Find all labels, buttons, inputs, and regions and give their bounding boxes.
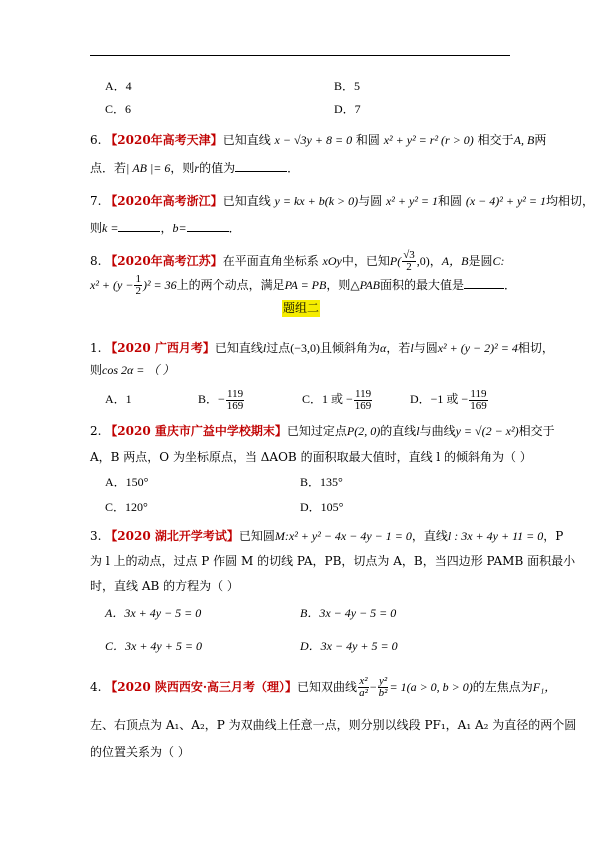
group2-question-3-line1: 3. 【2020 湖北开学考试】已知圆M:x² + y² − 4x − 4y − 1 = 0，直线l : 3x + 4y + 11 = 0，P bbox=[90, 529, 564, 543]
group2-question-4-line2: 左、右顶点为 A₁、A₂，P 为双曲线上任意一点，则分别以线段 PF₁，A₁ A₂ 为直径的两个圆 bbox=[90, 718, 577, 732]
group2-question-2-line2: A，B 两点，O 为坐标原点，当 ΔAOB 的面积取最大值时，直线 l 的倾斜角为（ ） bbox=[90, 450, 532, 464]
question-7-line2: 则k = ，b= ． bbox=[90, 221, 241, 235]
option-d[interactable]: D．−1 或 − $\frac{119}{169}$ bbox=[410, 387, 487, 412]
fraction: $\frac{√3}{2}$ bbox=[403, 249, 415, 273]
fraction: $\frac{1}{2}$ bbox=[135, 273, 141, 297]
group2-question-3-line3: 时，直线 AB 的方程为（ ） bbox=[90, 579, 239, 593]
option-b[interactable]: B．3x − 4y − 5 = 0 bbox=[300, 606, 397, 620]
option-b[interactable]: B．− $\frac{119}{169}$ bbox=[198, 387, 244, 412]
group2-question-1-line1: 1. 【2020 广西月考】已知直线l过点(−3,0)且倾斜角为α，若l与圆x² + (y − 2)² = 4相切， bbox=[90, 341, 554, 355]
question-number: 6. bbox=[90, 133, 102, 147]
question-number: 3. bbox=[90, 529, 102, 543]
group2-question-2-line1: 2. 【2020 重庆市广益中学校期末】已知过定点P(2, 0)的直线l与曲线y = √(2 − x²)相交于 bbox=[90, 424, 555, 438]
question-6-line1: 6. 【2020年高考天津】已知直线 x − √3y + 8 = 0 和圆 x² + y² = r² (r > 0) 相交于A, B两 bbox=[90, 133, 547, 147]
source-tag: 【2020年高考浙江】 bbox=[105, 194, 223, 208]
answer-blank[interactable] bbox=[235, 159, 287, 172]
question-number: 8. bbox=[90, 254, 102, 268]
source-tag: 【2020 广西月考】 bbox=[105, 341, 215, 355]
prev-option-d: D．7 bbox=[334, 102, 361, 116]
question-7-line1: 7. 【2020年高考浙江】已知直线 y = kx + b(k > 0)与圆 x² + y² = 1和圆 (x − 4)² + y² = 1均相切， bbox=[90, 194, 595, 208]
group2-question-4-line3: 的位置关系为（ ） bbox=[90, 745, 190, 759]
option-c[interactable]: C．3x + 4y + 5 = 0 bbox=[105, 639, 202, 653]
source-tag: 【2020年高考天津】 bbox=[105, 133, 223, 147]
option-a[interactable]: A．1 bbox=[105, 392, 132, 406]
option-a[interactable]: A．150° bbox=[105, 475, 149, 489]
group2-question-1-line2: 则cos 2α = （ ） bbox=[90, 363, 175, 377]
question-number: 2. bbox=[90, 424, 102, 438]
question-8-line2: x² + (y − $\frac{1}{2}$ )² = 36上的两个动点，满足PA = PB，则△PAB面积的最大值是 ． bbox=[90, 273, 517, 297]
group2-question-4-line1: 4. 【2020 陕西西安·高三月考（理）】已知双曲线 $\frac{\text{x²}}{\text{a²}}$ − $\frac{\text{y²}}{\text{b²}}$ = 1(a > 0, b > 0)的左焦点为F₁， bbox=[90, 675, 557, 699]
question-number: 4. bbox=[90, 680, 102, 694]
answer-blank[interactable] bbox=[464, 276, 504, 289]
option-c[interactable]: C．120° bbox=[105, 500, 148, 514]
group-title: 题组二 bbox=[282, 301, 319, 315]
prev-option-a: A．4 bbox=[105, 79, 132, 93]
prev-option-c: C．6 bbox=[105, 102, 132, 116]
answer-blank-k[interactable] bbox=[118, 219, 160, 232]
option-d[interactable]: D．3x − 4y + 5 = 0 bbox=[300, 639, 398, 653]
question-6-line2: 点．若| AB |= 6，则r的值为 ． bbox=[90, 161, 300, 175]
option-c[interactable]: C．1 或 − $\frac{119}{169}$ bbox=[302, 387, 372, 412]
source-tag: 【2020 重庆市广益中学校期末】 bbox=[105, 424, 287, 438]
question-number: 7. bbox=[90, 194, 102, 208]
option-a[interactable]: A．3x + 4y − 5 = 0 bbox=[105, 606, 202, 620]
source-tag: 【2020年高考江苏】 bbox=[105, 254, 223, 268]
question-number: 1. bbox=[90, 341, 102, 355]
prev-option-b: B．5 bbox=[334, 79, 361, 93]
source-tag: 【2020 湖北开学考试】 bbox=[105, 529, 239, 543]
option-b[interactable]: B．135° bbox=[300, 475, 343, 489]
header-rule bbox=[90, 55, 510, 56]
option-d[interactable]: D．105° bbox=[300, 500, 344, 514]
question-8-line1: 8. 【2020年高考江苏】在平面直角坐标系 xOy中，已知P( $\frac{√3}{2}$ ,0)，A，B是圆C: bbox=[90, 249, 505, 273]
answer-blank-b[interactable] bbox=[187, 219, 229, 232]
group2-question-3-line2: 为 l 上的动点，过点 P 作圆 M 的切线 PA，PB，切点为 A，B，当四边形 PAMB 面积最小 bbox=[90, 554, 576, 568]
source-tag: 【2020 陕西西安·高三月考（理）】 bbox=[105, 680, 298, 694]
